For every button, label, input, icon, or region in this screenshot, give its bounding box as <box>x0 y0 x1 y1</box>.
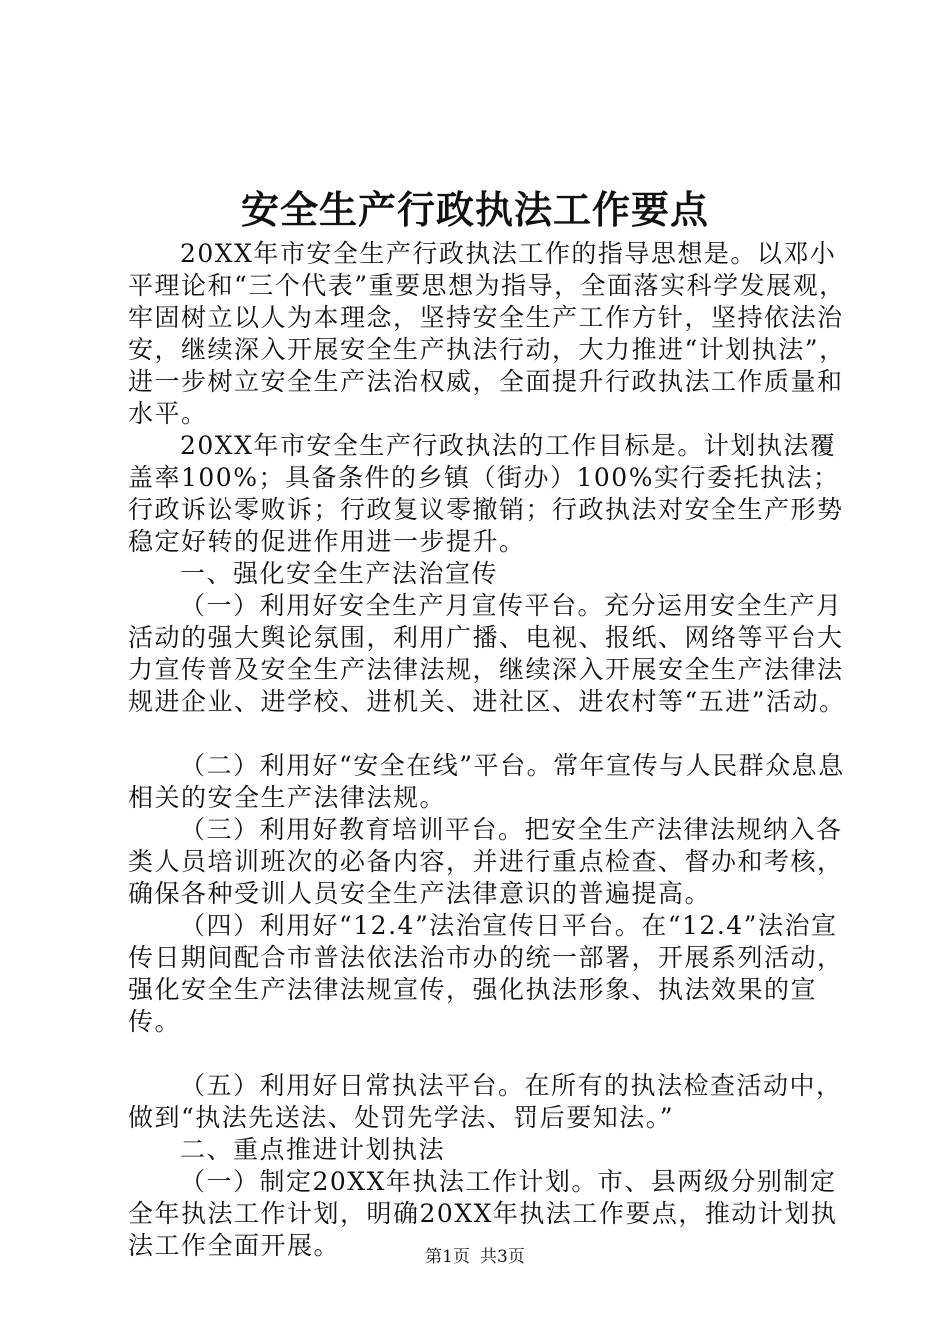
document-title: 安全生产行政执法工作要点 <box>240 187 709 232</box>
paragraph-item-1-3: （三）利用好教育培训平台。把安全生产法律法规纳入各类人员培训班次的必备内容，并进行重点检查、督办和考核，确保各种受训人员安全生产法律意识的普遍提高。 <box>128 815 844 908</box>
paragraph-item-1-5: （五）利用好日常执法平台。在所有的执法检查活动中，做到“执法先送法、处罚先学法、罚后要知法。” <box>128 1071 843 1132</box>
paragraph-item-2-1: （一）制定20XX年执法工作计划。市、县两级分别制定全年执法工作计划，明确20XX年执法工作要点，推动计划执法工作全面开展。 <box>128 1167 838 1260</box>
page-number: 第1页 <box>425 1247 470 1267</box>
page-footer <box>0 1245 950 1269</box>
paragraph-item-1-2: （二）利用好“安全在线”平台。常年宣传与人民群众息息相关的安全生产法律法规。 <box>128 751 845 812</box>
document-body <box>128 238 850 1262</box>
paragraph-guiding-thought: 20XX年市安全生产行政执法工作的指导思想是。以邓小平理论和“三个代表”重要思想为指导，全面落实科学发展观，牢固树立以人为本理念，坚持安全生产工作方针，坚持依法治安，继续深入开展安全生产执法行动，大力推进“计划执法”，进一步树立安全生产法治权威，全面提升行政执法工作质量和水平。 <box>128 239 846 428</box>
section-heading-2: 二、重点推进计划执法 <box>180 1135 446 1164</box>
paragraph-item-1-4: （四）利用好“12.4”法治宣传日平台。在“12.4”法治宣传日期间配合市普法依法治市办的统一部署，开展系列活动，强化安全生产法律法规宣传，强化执法形象、执法效果的宣传。 <box>128 911 844 1036</box>
page-total: 共3页 <box>480 1247 525 1267</box>
paragraph-work-goals: 20XX年市安全生产行政执法的工作目标是。计划执法覆盖率100%；具备条件的乡镇（街办）100%实行委托执法；行政诉讼零败诉；行政复议零撤销；行政执法对安全生产形势稳定好转的促进作用进一步提升。 <box>128 431 844 556</box>
paragraph-item-1-1: （一）利用好安全生产月宣传平台。充分运用安全生产月活动的强大舆论氛围，利用广播、电视、报纸、网络等平台大力宣传普及安全生产法律法规，继续深入开展安全生产法律法规进企业、进学校、进机关、进社区、进农村等“五进”活动。 <box>128 591 846 716</box>
section-heading-1: 一、强化安全生产法治宣传 <box>180 559 499 588</box>
